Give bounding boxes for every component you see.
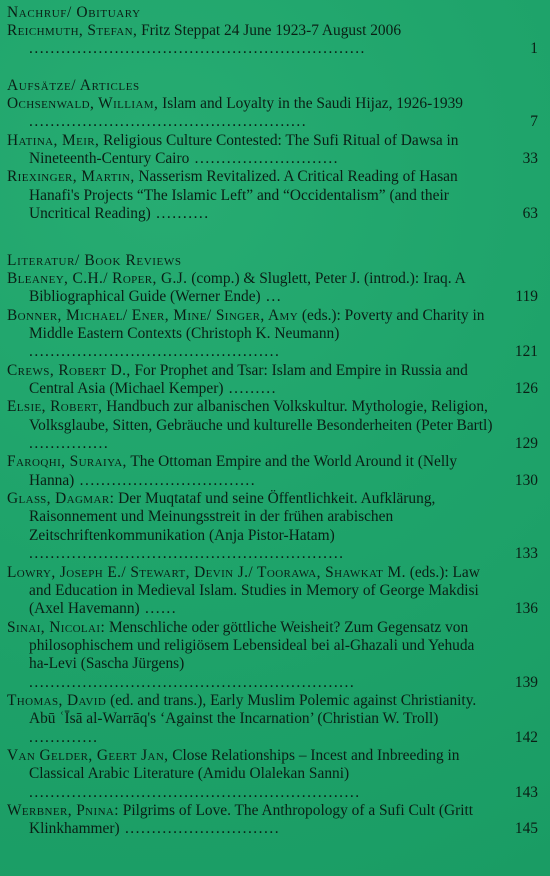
toc-entry[interactable] [7, 95, 542, 132]
leader-dots: ............................................................... [29, 40, 366, 58]
toc-entry[interactable] [7, 307, 542, 362]
leader-dots: .......... [150, 205, 210, 223]
toc-entry[interactable] [7, 362, 542, 399]
leader-dots: ...... [139, 600, 178, 618]
toc-entry[interactable] [7, 270, 542, 307]
entry-author: Thomas, David [7, 691, 107, 709]
leader-dots: ........................... [189, 150, 340, 168]
entry-author: Lowry, Joseph E./ Stewart, Devin J./ Toorawa, Shawkat M. [7, 563, 406, 581]
entry-page-number: 63 [522, 205, 538, 223]
leader-dots: ............................................................. [29, 673, 356, 691]
entry-page-number: 145 [514, 820, 538, 838]
entry-page-number: 142 [514, 728, 538, 746]
entry-page-number: 33 [522, 150, 538, 168]
entry-title: Der Muqtataf und seine Öffentlichkeit. Aufklärung, Raisonnement und Meinungsstreit in der frühen arabischen Zeitschriftenkommunikation (Anja Pistor-Hatam) [29, 490, 436, 544]
entry-title: (eds.): Poverty and Charity in Middle Eastern Contexts (Christoph K. Neumann) [29, 306, 485, 343]
entry-page-number: 136 [514, 600, 538, 618]
section-heading: Nachruf/ Obituary [7, 4, 141, 21]
entry-author: Bleaney, C.H./ Roper, G.J. [7, 270, 188, 287]
toc-entry[interactable] [7, 619, 542, 692]
entry-title: Fritz Steppat 24 June 1923-7 August 2006 [137, 22, 402, 39]
entry-author: Glaß, Dagmar: [7, 490, 115, 508]
toc-entry[interactable] [7, 747, 542, 802]
leader-dots: ......... [223, 380, 277, 398]
entry-title: (ed. and trans.), Early Muslim Polemic against Christianity. Abū ʿĪsā al-Warrāq's ‘Against the Incarnation’ (Christian W. Troll) [29, 691, 477, 728]
entry-page-number: 119 [515, 288, 538, 306]
entry-title: Pilgrims of Love. The Anthropology of a Sufi Cult (Gritt Klinkhammer) [29, 801, 474, 838]
entry-title: The Ottoman Empire and the World Around it (Nelly Hanna) [29, 453, 458, 489]
entry-author: Elsie, Robert, [7, 398, 103, 416]
leader-dots: ............................................... [29, 343, 281, 361]
section-book-reviews [7, 252, 542, 839]
entry-author: Bonner, Michael/ Ener, Mine/ Singer, Amy [7, 306, 299, 324]
section-articles [7, 77, 542, 223]
entry-page-number: 121 [514, 343, 538, 361]
entry-author: Reichmuth, Stefan, [7, 22, 138, 39]
section-heading: Literatur/ Book Reviews [7, 252, 182, 269]
entry-page-number: 7 [530, 113, 538, 131]
leader-dots: .............................................................. [29, 783, 361, 801]
toc-entry[interactable] [7, 692, 542, 747]
toc-entry[interactable] [7, 168, 542, 223]
leader-dots: ............................. [119, 820, 281, 838]
toc-entry[interactable] [7, 453, 542, 490]
section-heading: Aufsätze/ Articles [7, 77, 140, 94]
toc-entry[interactable] [7, 398, 542, 453]
leader-dots: .................................................... [29, 113, 308, 131]
leader-dots: ... [260, 288, 283, 306]
toc-entry[interactable] [7, 490, 542, 563]
entry-title: Handbuch zur albanischen Volkskultur. Mythologie, Religion, Volksglaube, Sitten, Gebräuche und kulturelle Besonderheiten (Peter Bartl) [29, 398, 493, 434]
entry-page-number: 139 [514, 673, 538, 691]
leader-dots: ............... [29, 435, 110, 453]
entry-author: Ochsenwald, William, [7, 95, 159, 112]
leader-dots: ............. [29, 728, 99, 746]
entry-title: Islam and Loyalty in the Saudi Hijaz, 1926-1939 [158, 95, 463, 112]
entry-author: Sinai, Nicolai: [7, 618, 106, 636]
entry-page-number: 143 [514, 783, 538, 801]
entry-title: Nasserism Revitalized. A Critical Reading of Hasan Hanafi's Projects “The Islamic Left” and “Occidentalism” (and their Uncritical Reading) [29, 168, 458, 223]
entry-title: Religious Culture Contested: The Sufi Ritual of Dawsa in Nineteenth-Century Cairo [29, 131, 459, 168]
leader-dots: ................................. [74, 471, 257, 489]
leader-dots: ........................................................... [29, 545, 345, 563]
entry-title: For Prophet and Tsar: Islam and Empire in Russia and Central Asia (Michael Kemper) [29, 361, 468, 398]
entry-title: (comp.) & Sluglett, Peter J. (introd.): Iraq. A Bibliographical Guide (Werner Ende) [29, 270, 465, 306]
toc-entry[interactable] [7, 564, 542, 619]
entry-author: Crews, Robert D., [7, 361, 131, 379]
entry-page-number: 126 [514, 380, 538, 398]
entry-page-number: 130 [514, 471, 538, 489]
toc-entry[interactable] [7, 22, 542, 59]
entry-page-number: 1 [530, 40, 538, 58]
entry-author: Van Gelder, Geert Jan, [7, 746, 169, 764]
entry-title: Close Relationships – Incest and Inbreeding in Classical Arabic Literature (Amidu Olalekan Sanni) [29, 746, 460, 783]
entry-page-number: 129 [514, 435, 538, 453]
section-obituary [7, 4, 542, 59]
entry-title: Menschliche oder göttliche Weisheit? Zum Gegensatz von philosophischem und religiösem Lebensideal bei al-Ghazali und Yehuda ha-Levi (Sascha Jürgens) [29, 618, 475, 673]
entry-title: (eds.): Law and Education in Medieval Islam. Studies in Memory of George Makdisi (Axel Havemann) [29, 563, 480, 618]
entry-author: Faroqhi, Suraiya, [7, 453, 127, 471]
entry-author: Hatina, Meir, [7, 131, 100, 149]
entry-page-number: 133 [514, 545, 538, 563]
toc-entry[interactable] [7, 132, 542, 169]
entry-author: Werbner, Pnina: [7, 801, 119, 819]
toc-entry[interactable] [7, 802, 542, 839]
entry-author: Riexinger, Martin, [7, 168, 135, 186]
